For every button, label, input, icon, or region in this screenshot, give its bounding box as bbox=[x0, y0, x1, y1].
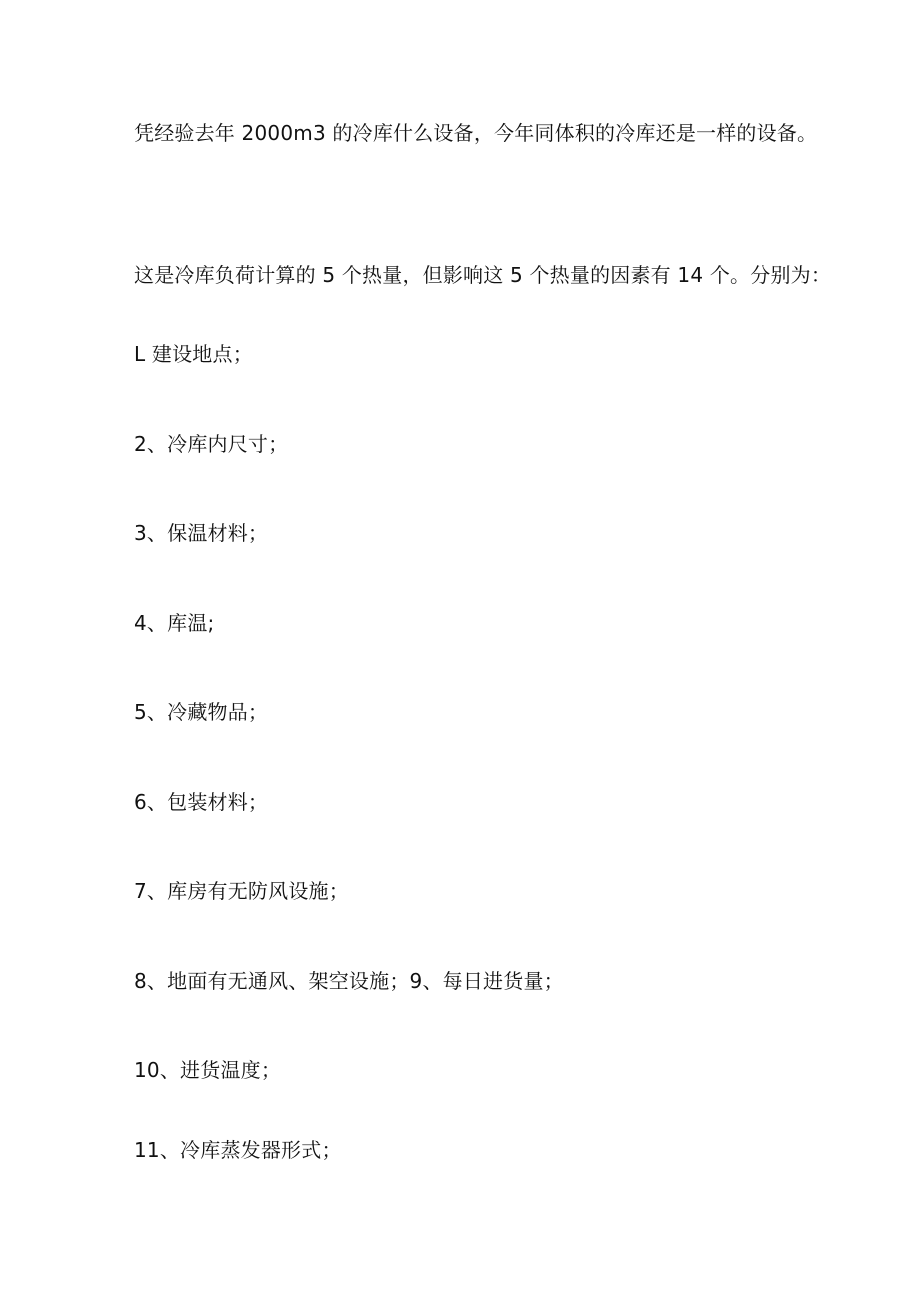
list-item: 5、冷藏物品； bbox=[134, 700, 269, 724]
list-item: 7、库房有无防风设施； bbox=[134, 879, 349, 903]
list-item: 4、库温; bbox=[134, 611, 215, 635]
list-item: 8、地面有无通风、架空设施；9、每日进货量； bbox=[134, 969, 564, 993]
list-item: 11、冷库蒸发器形式； bbox=[134, 1138, 342, 1162]
list-item: 3、保温材料； bbox=[134, 521, 269, 545]
list-item: 6、包装材料； bbox=[134, 790, 269, 814]
list-item: 2、冷库内尺寸； bbox=[134, 432, 289, 456]
list-item: L 建设地点； bbox=[134, 342, 253, 366]
intro-paragraph: 凭经验去年 2000m3 的冷库什么设备，今年同体积的冷库还是一样的设备。 bbox=[134, 121, 818, 145]
list-item: 10、进货温度； bbox=[134, 1058, 282, 1082]
factors-intro-paragraph: 这是冷库负荷计算的 5 个热量，但影响这 5 个热量的因素有 14 个。分别为： bbox=[134, 263, 832, 287]
